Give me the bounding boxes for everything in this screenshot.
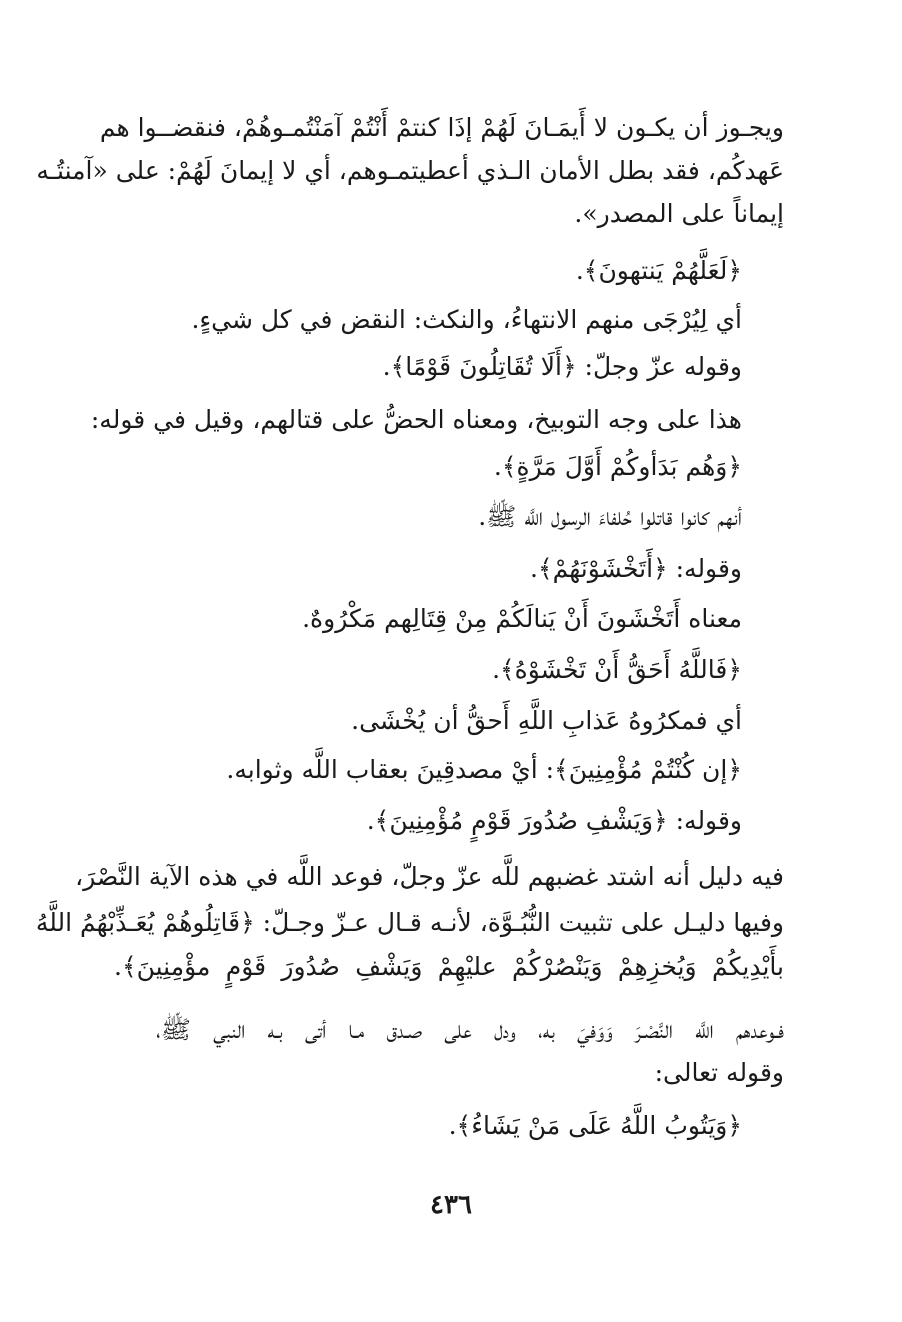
text-line-15: وقوله: ﴿وَيَشْفِ صُدُورَ قَوْمٍ مُؤْمِنِينَ﴾. bbox=[366, 806, 742, 835]
text-line-16: فيه دليل أنه اشتد غضبهم للَّه عزّ وجلّ، فوعد اللَّه في هذه الآية النَّصْرَ، bbox=[75, 862, 784, 891]
quran-verse-2: ﴿وَهُم بَدَأوكُمْ أَوَّلَ مَرَّةٍ﴾. bbox=[493, 452, 742, 481]
page-number: ٤٣٦ bbox=[430, 1190, 472, 1220]
text-line-6: وقوله عزّ وجلّ: ﴿أَلَا تُقَاتِلُونَ قَوْمًا﴾. bbox=[382, 352, 742, 381]
text-line-10: وقوله: ﴿أَتَخْشَوْنَهُمْ﴾. bbox=[530, 554, 742, 583]
text-line-7: هذا على وجه التوبيخ، ومعناه الحضُّ على قتالهم، وقيل في قوله: bbox=[90, 405, 742, 434]
text-line-17: وفيها دليـل على تثبيت النُّبُـوَّة، لأنـه قـال عـزّ وجـلّ: ﴿قَاتِلُوهُمْ يُعَـذِّبْهُمُ اللَّهُ bbox=[35, 908, 784, 937]
text-line-2: عَهدكُم، فقد بطل الأمان الـذي أعطيتمـوهم، أي لا إيمانَ لَهُمْ: على «آمنتُـه bbox=[36, 156, 784, 185]
text-line-19: فـوعدهم اللَّه النَّصْـرَ وَوَفيَ به، ودل على صـدق مـا أتى بـه النبي ﷺ، bbox=[156, 1015, 784, 1044]
text-line-1: ويجـوز أن يكـون لا أَيمَـانَ لَهُمْ إذَا كنتمْ أَنْتُمْ آمَنْتُمـوهُمْ، فنقضــوا هم bbox=[99, 113, 784, 142]
text-line-20: وقوله تعالى: bbox=[654, 1058, 784, 1087]
quran-verse-3: ﴿فَاللَّهُ أَحَقُّ أَنْ تَخْشَوْهُ﴾. bbox=[492, 655, 742, 684]
text-line-14: ﴿إن كُنْتُمْ مُؤْمِنِينَ﴾: أيْ مصدقِينَ بعقاب اللَّه وثوابه. bbox=[226, 755, 742, 784]
quran-verse-1: ﴿لَعَلَّهُمْ يَنتهونَ﴾. bbox=[575, 256, 742, 285]
text-line-5: أي لِيُرْجَى منهم الانتهاءُ، والنكث: النقض في كل شيءٍ. bbox=[191, 305, 742, 334]
text-line-13: أي فمكرُوهُ عَذابِ اللَّهِ أَحقُّ أن يُخْشَى. bbox=[351, 706, 742, 735]
text-line-9: أنهم كانوا قاتلوا حُلفاءَ الرسول اللَّه ﷺ. bbox=[478, 502, 742, 531]
text-line-3: إيماناً على المصدر». bbox=[574, 199, 784, 228]
text-line-18: بأَيْدِيكُمْ وَيُخزِهِمْ وَيَنْصُرْكُمْ عليْهِمْ وَيَشْفِ صُدُورَ قَوْمٍ مؤْمِنِينَ﴾. bbox=[114, 952, 784, 981]
text-line-11: معناه أَتَخْشَونَ أَنْ يَنالَكُمْ مِنْ قِتَالِهم مَكْرُوهٌ. bbox=[302, 604, 742, 633]
quran-verse-4: ﴿وَيَتُوبُ اللَّهُ عَلَى مَنْ يَشَاءُ﴾. bbox=[448, 1111, 742, 1140]
